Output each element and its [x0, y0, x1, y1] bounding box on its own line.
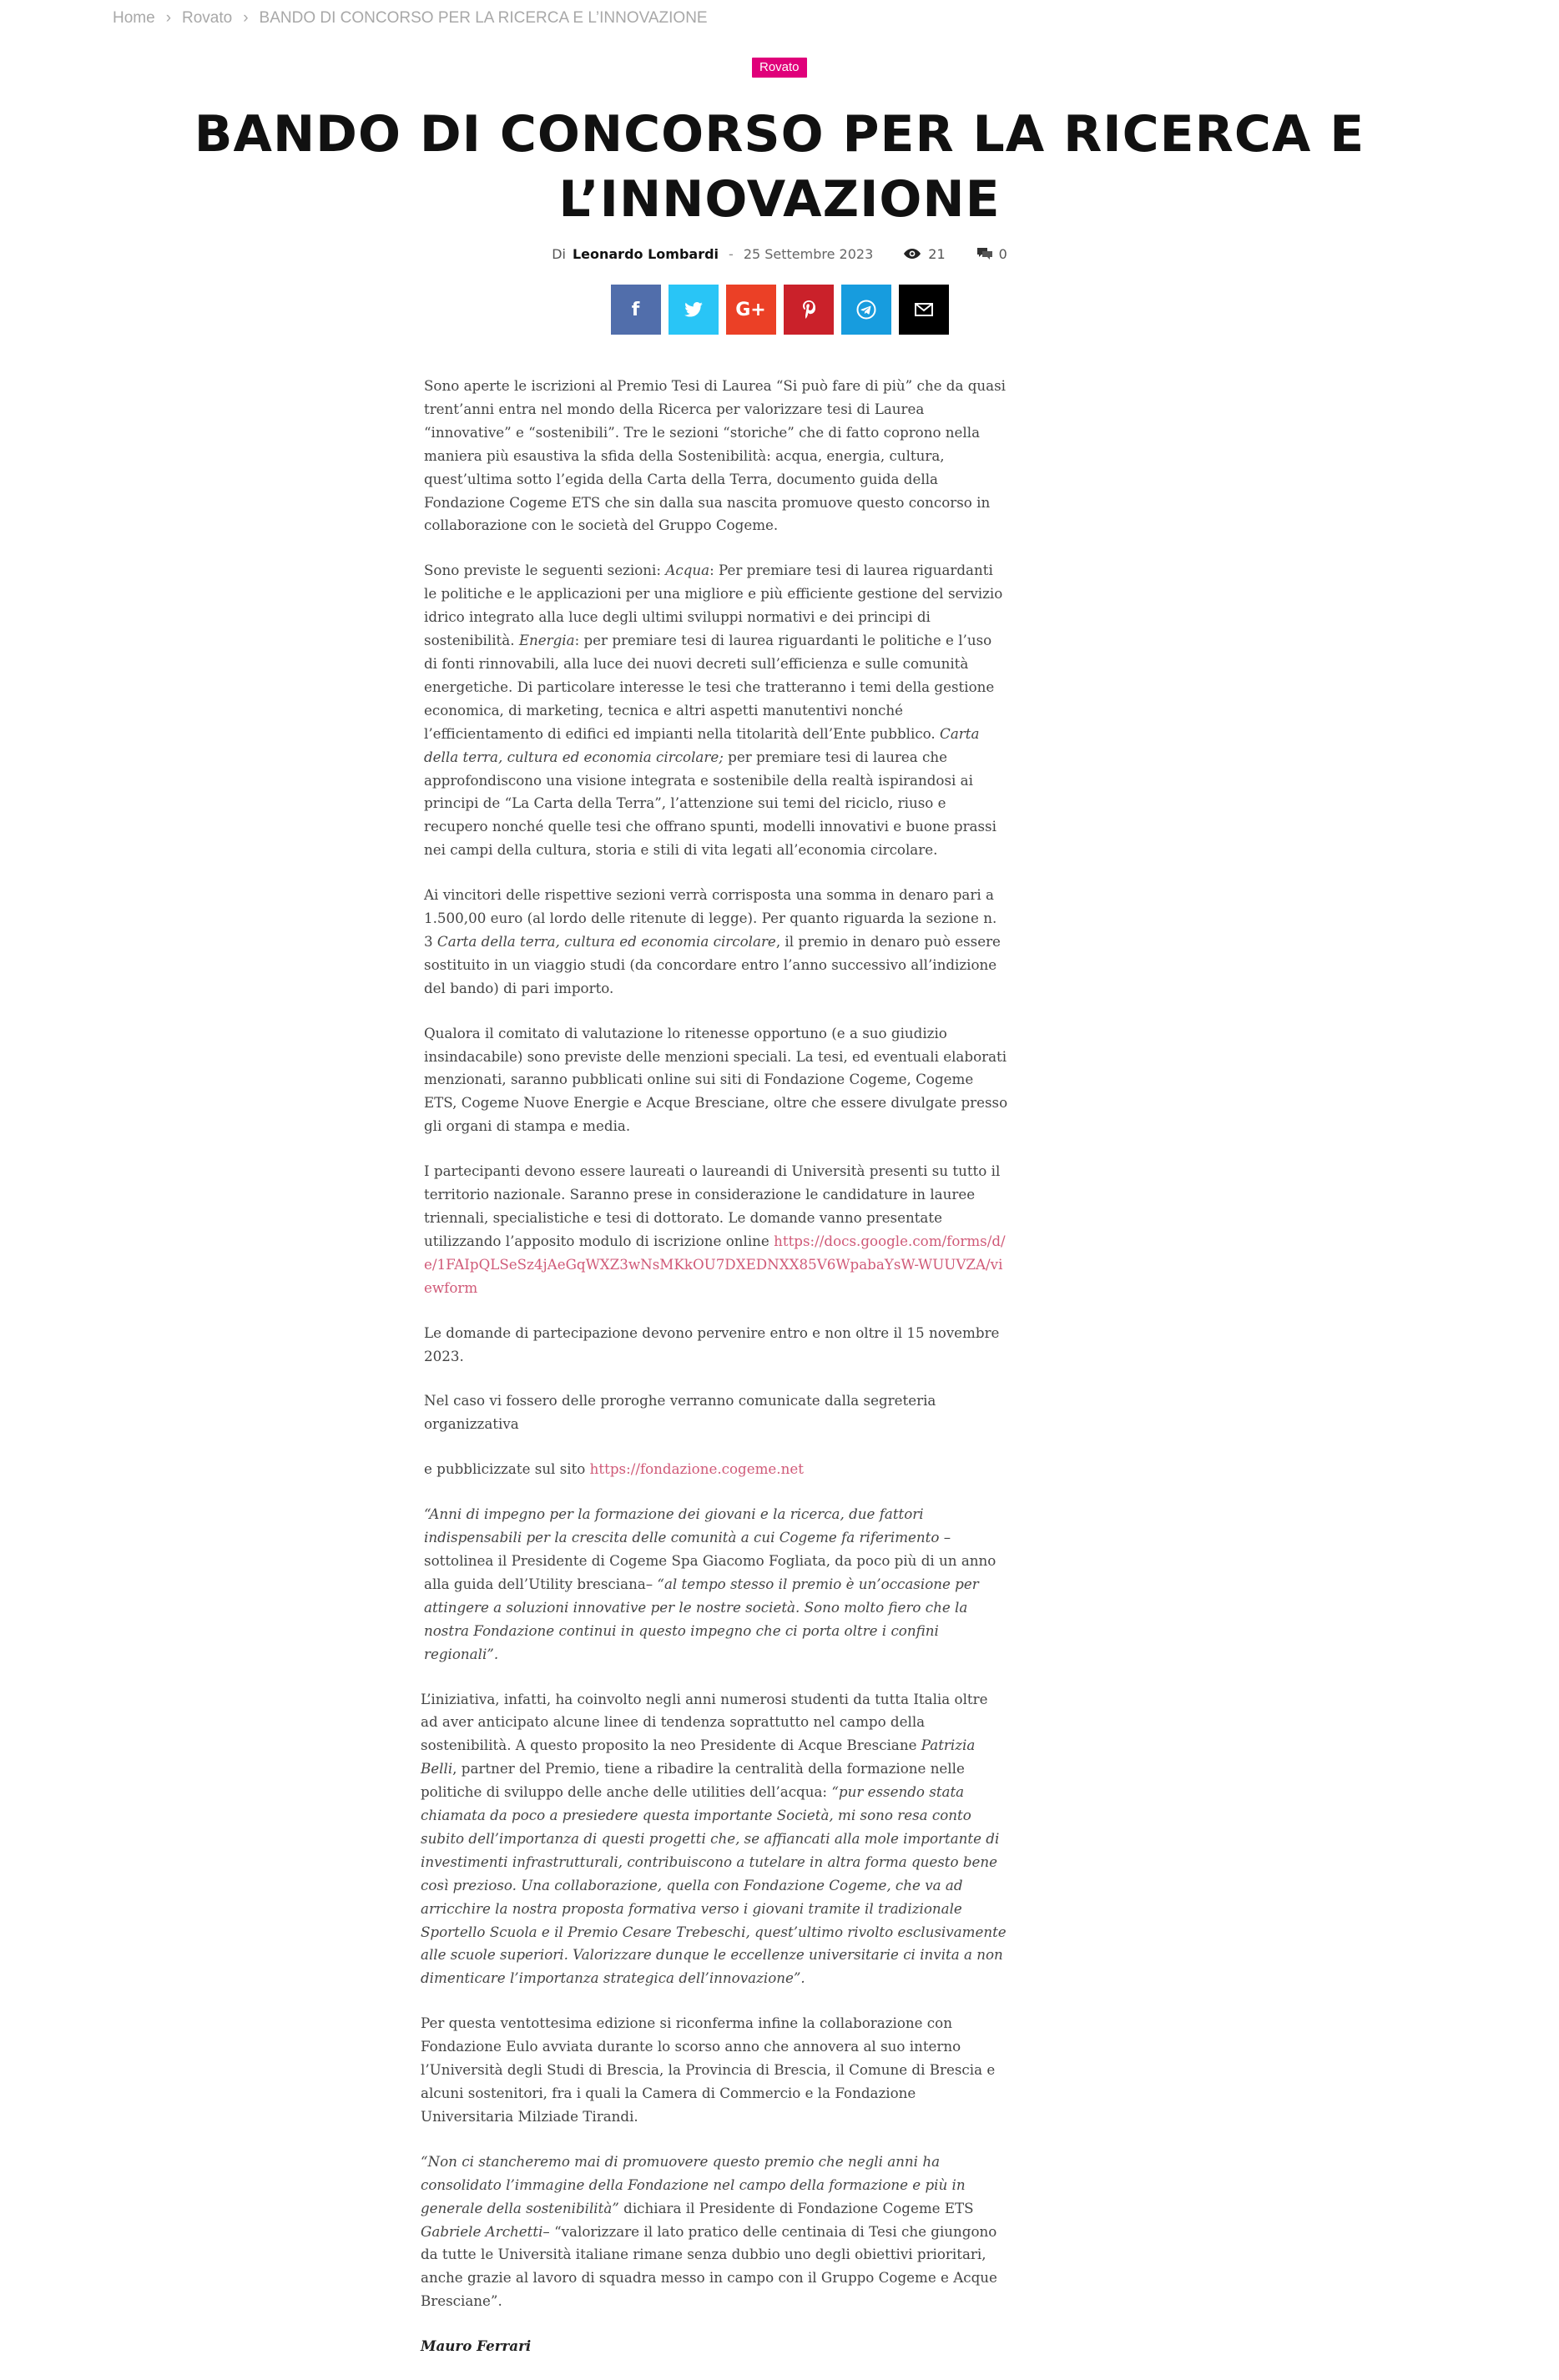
author-link[interactable]: Leonardo Lombardi	[572, 245, 719, 262]
paragraph-belli: L’iniziativa, infatti, ha coinvolto negli anni numerosi studenti da tutta Italia oltre ad aver anticipato alcune linee di tendenza soprattutto nel campo della sostenibilità. A questo proposito la neo Presidente di Acque Bresciane Patrizia Belli, partner del Premio, tiene a ribadire la centralità della formazione nelle politiche di sviluppo delle anche delle utilities dell’acqua: “pur essendo stata chiamata da poco a presiedere questa importante Società, mi sono resa conto subito dell’importanza di questi progetti che, se affiancati alla mole importante di investimenti infrastrutturali, contribuiscono a tutelare in altra forma questo bene così prezioso. Una collaborazione, quella con Fondazione Cogeme, che va ad arricchire la nostra proposta formativa verso i giovani tramite il tradizionale Sportello Scuola e il Premio Cesare Trebeschi, quest’ultimo rivolto esclusivamente alle scuole superiori. Valorizzare dunque le eccellenze universitarie ci invita a non dimenticare l’importanza strategica dell’innovazione”.	[421, 1690, 1007, 1987]
paragraph-fogliata-quote: “Anni di impegno per la formazione dei giovani e la ricerca, due fattori indispensabili per la crescita delle comunità a cui Cogeme fa riferimento – sottolinea il Presidente di Cogeme Spa Giacomo Fogliata, da poco più di un anno alla guida dell’Utility bresciana– “al tempo stesso il premio è un’occasione per attingere a soluzioni innovative per le nostre società. Sono molto fiero che la nostra Fondazione continui in questo impegno che ci porta oltre i confini regionali”.	[424, 1505, 996, 1662]
breadcrumb-current: BANDO DI CONCORSO PER LA RICERCA E L’INNOVAZIONE	[259, 9, 708, 27]
views-count	[903, 246, 945, 262]
paragraph-collaboration: Per questa ventottesima edizione si riconferma infine la collaborazione con Fondazione Eulo avviata durante lo scorso anno che annovera al suo interno l’Università degli Studi di Brescia, la Provincia di Brescia, il Comune di Brescia e alcuni sostenitori, fra i quali la Camera di Commercio e la Fondazione Universitaria Milziade Tirandi.	[421, 2014, 996, 2125]
share-twitter-button[interactable]	[669, 285, 719, 335]
share-googleplus-button[interactable]	[726, 285, 776, 335]
share-facebook-button[interactable]	[611, 285, 661, 335]
section-carta: Carta della terra, cultura ed economia circolare;	[424, 724, 980, 765]
paragraph-intro: Sono aperte le iscrizioni al Premio Tesi di Laurea “Si può fare di più” che da quasi trent’anni entra nel mondo della Ricerca per valorizzare tesi di Laurea “innovative” e “sostenibili”. Tre le sezioni “storiche” che di fatto coprono nella maniera più esaustiva la sfida della Sostenibilità: acqua, energia, cultura, quest’ultima sotto l’egida della Carta della Terra, documento guida della Fondazione Cogeme ETS che sin dalla sua nascita promuove questo concorso in collaborazione con le società del Gruppo Cogeme.	[424, 377, 1006, 534]
paragraph-mentions: Qualora il comitato di valutazione lo ritenesse opportuno (e a suo giudizio insindacabile) sono previste delle menzioni speciali. La tesi, ed eventuali elaborati menzionati, saranno pubblicati online sui siti di Fondazione Cogeme, Cogeme ETS, Cogeme Nuove Energie e Acque Bresciane, oltre che essere divulgate presso gli organi di stampa e media.	[424, 1024, 1008, 1135]
share-buttons	[0, 285, 1559, 335]
eye-icon	[903, 248, 921, 260]
envelope-icon	[915, 303, 933, 316]
person-name: Patrizia Belli	[421, 1737, 976, 1777]
pinterest-icon	[802, 300, 815, 319]
article-body	[421, 375, 1008, 2380]
post-meta	[0, 244, 1559, 264]
author-signature: Mauro Ferrari	[421, 2337, 532, 2355]
paragraph-prize: Ai vincitori delle rispettive sezioni verrà corrisposta una somma in denaro pari a 1.500,00 euro (al lordo delle ritenute di legge). Per quanto riguarda la sezione n. 3 Carta della terra, cultura ed economia circolare, il premio in denaro può essere sostituito in un viaggio studi (da concordare entro l’anno successivo all’indizione del bando) di pari importo.	[424, 886, 1001, 996]
comments-value: 0	[998, 245, 1007, 262]
chevron-right-icon: ›	[243, 9, 249, 27]
facebook-icon: f	[631, 299, 640, 320]
share-telegram-button[interactable]	[841, 285, 891, 335]
section-carta-ref: Carta della terra, cultura ed economia circolare	[436, 932, 776, 950]
category-badge[interactable]: Rovato	[752, 58, 807, 78]
section-energia: Energia	[518, 632, 575, 649]
twitter-icon	[684, 302, 703, 317]
comments-count[interactable]	[977, 246, 1007, 262]
breadcrumb-home[interactable]: Home	[113, 9, 155, 27]
section-acqua: Acqua	[665, 562, 710, 579]
paragraph-deadline: Le domande di partecipazione devono pervenire entro e non oltre il 15 novembre 2023.	[424, 1324, 1000, 1364]
page-title: BANDO DI CONCORSO PER LA RICERCA E L’INNOVAZIONE	[194, 105, 1365, 229]
author-prefix: Di	[552, 245, 566, 262]
paragraph-extensions: Nel caso vi fossero delle proroghe verranno comunicate dalla segreteria organizzativa	[424, 1392, 936, 1433]
paragraph-participants: I partecipanti devono essere laureati o laureandi di Università presenti su tutto il territorio nazionale. Saranno prese in considerazione le candidature in lauree triennali, specialistiche e tesi di dottorato. Le domande vanno presentate utilizzando l’apposito modulo di iscrizione online https://docs.google.com/forms/d/e/1FAIpQLSeSz4jAeGqWXZ3wNsMKkOU7DXEDNXX85V6WpabaYsW-WUUVZA/viewform	[424, 1162, 1006, 1296]
meta-separator: -	[729, 245, 734, 262]
paragraph-website: e pubblicizzate sul sito https://fondazione.cogeme.net	[424, 1460, 804, 1478]
chevron-right-icon: ›	[165, 9, 172, 27]
breadcrumb-category[interactable]: Rovato	[182, 9, 233, 27]
breadcrumb	[113, 9, 708, 28]
paragraph-archetti-quote: “Non ci stancheremo mai di promuovere questo premio che negli anni ha consolidato l’immagine della Fondazione nel campo della formazione e più in generale della sostenibilità” dichiara il Presidente di Fondazione Cogeme ETS Gabriele Archetti– “valorizzare il lato pratico delle centinaia di Tesi che giungono da tutte le Università italiane rimane senza dubbio uno degli obiettivi prioritari, anche grazie al lavoro di squadra messo in campo con il Gruppo Cogeme e Acque Bresciane”.	[421, 2152, 997, 2310]
views-value: 21	[928, 245, 946, 262]
share-email-button[interactable]	[899, 285, 949, 335]
post-date: 25 Settembre 2023	[743, 245, 874, 262]
telegram-icon	[856, 300, 876, 320]
share-pinterest-button[interactable]	[784, 285, 834, 335]
comment-icon	[977, 248, 992, 260]
google-plus-icon: G+	[735, 299, 766, 320]
paragraph-sections: Sono previste le seguenti sezioni: Acqua: Per premiare tesi di laurea riguardanti le politiche e le applicazioni per una migliore e più efficiente gestione del servizio idrico integrato alla luce degli ultimi sviluppi normativi e dei principi di sostenibilità. Energia: per premiare tesi di laurea riguardanti le politiche e l’uso di fonti rinnovabili, alla luce dei nuovi decreti sull’efficienza e sulle comunità energetiche. Di particolare interesse le tesi che tratteranno i temi della gestione economica, di marketing, tecnica e altri aspetti manutentivi nonché l’efficientamento di edifici ed impianti nella titolarità dell’Ente pubblico. Carta della terra, cultura ed economia circolare; per premiare tesi di laurea che approfondiscono una visione integrata e sostenibile della realtà ispirandosi ai principi de “La Carta della Terra”, l’attenzione sui temi del riciclo, riuso e recupero nonché quelle tesi che offrano spunti, modelli innovativi e buone prassi nei campi della cultura, storia e stili di vita legati all’economia circolare.	[424, 562, 1003, 859]
person-name: Gabriele Archetti	[421, 2222, 543, 2240]
form-link[interactable]: https://docs.google.com/forms/d/e/1FAIpQLSeSz4jAeGqWXZ3wNsMKkOU7DXEDNXX85V6WpabaYsW-WUUVZA/viewform	[424, 1232, 1006, 1296]
website-link[interactable]: https://fondazione.cogeme.net	[589, 1460, 804, 1478]
